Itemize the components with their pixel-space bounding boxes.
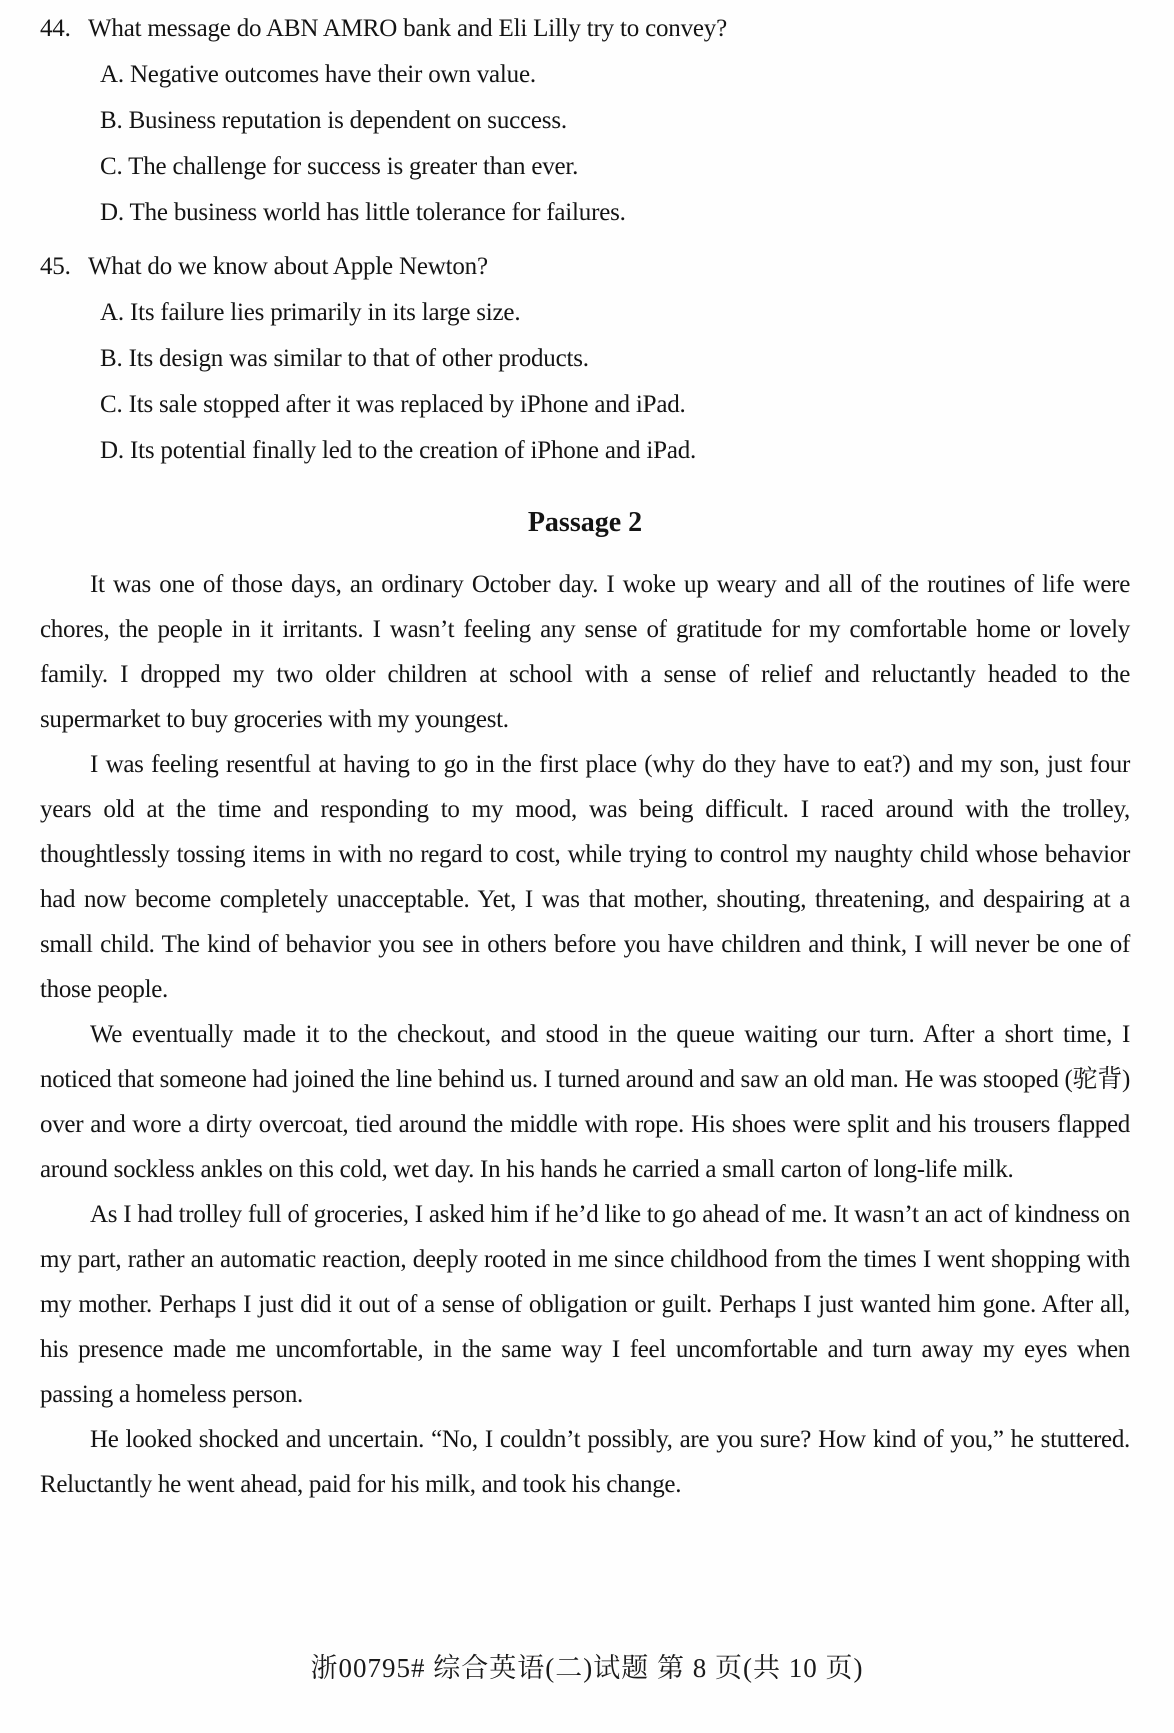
question-45-option-d: D. Its potential finally led to the creation of iPhone and iPad. bbox=[100, 437, 697, 464]
question-number: 44. bbox=[40, 15, 71, 42]
question-45-stem bbox=[40, 244, 1130, 290]
passage-paragraph-2: I was feeling resentful at having to go in the first place (why do they have to eat?) and my son, just four years old at the time and responding to my mood, was being difficult. I raced around with the trolley, thoughtlessly tossing items in with no regard to cost, while trying to control my naughty child whose behavior had now become completely unacceptable. Yet, I was that mother, shouting, threatening, and despairing at a small child. The kind of behavior you see in others before you have children and think, I will never be one of those people. bbox=[40, 751, 1130, 1003]
question-45-option-a: A. Its failure lies primarily in its large size. bbox=[100, 299, 521, 326]
passage-paragraph-1: It was one of those days, an ordinary October day. I woke up weary and all of the routines of life were chores, the people in it irritants. I wasn’t feeling any sense of gratitude for my comfortable home or lovely family. I dropped my two older children at school with a sense of relief and reluctantly headed to the supermarket to buy groceries with my youngest. bbox=[40, 571, 1130, 733]
question-44-option-c: C. The challenge for success is greater than ever. bbox=[100, 153, 579, 180]
question-44-option-d: D. The business world has little tolerance for failures. bbox=[100, 199, 626, 226]
passage-title: Passage 2 bbox=[527, 507, 643, 538]
question-45-option-b: B. Its design was similar to that of other products. bbox=[100, 345, 589, 372]
question-44-option-a: A. Negative outcomes have their own value. bbox=[100, 61, 536, 88]
question-number: 45. bbox=[40, 253, 71, 280]
question-text: What do we know about Apple Newton? bbox=[88, 253, 488, 280]
questions-section bbox=[40, 6, 1130, 474]
question-45-option-c: C. Its sale stopped after it was replaced by iPhone and iPad. bbox=[100, 391, 686, 418]
passage-body bbox=[40, 562, 1130, 1507]
question-44-options bbox=[40, 52, 1130, 236]
passage-paragraph-4: As I had trolley full of groceries, I asked him if he’d like to go ahead of me. It wasn’t an act of kindness on my part, rather an automatic reaction, deeply rooted in me since childhood from the times I went shopping with my mother. Perhaps I just did it out of a sense of obligation or guilt. Perhaps I just wanted him gone. After all, his presence made me uncomfortable, in the same way I feel uncomfortable and turn away my eyes when passing a homeless person. bbox=[40, 1201, 1130, 1408]
passage-paragraph-5: He looked shocked and uncertain. “No, I couldn’t possibly, are you sure? How kind of you,” he stuttered. Reluctantly he went ahead, paid for his milk, and took his change. bbox=[40, 1426, 1130, 1498]
question-44-stem bbox=[40, 6, 1130, 52]
question-text: What message do ABN AMRO bank and Eli Lilly try to convey? bbox=[88, 15, 727, 42]
question-44 bbox=[40, 6, 1130, 236]
question-44-option-b: B. Business reputation is dependent on success. bbox=[100, 107, 567, 134]
page-footer: 浙00795# 综合英语(二)试题 第 8 页(共 10 页) bbox=[310, 1653, 864, 1683]
question-45 bbox=[40, 244, 1130, 474]
passage-paragraph-3: We eventually made it to the checkout, and stood in the queue waiting our turn. After a short time, I noticed that someone had joined the line behind us. I turned around and saw an old man. He was stooped (驼背) over and wore a dirty overcoat, tied around the middle with rope. His shoes were split and his trousers flapped around sockless ankles on this cold, wet day. In his hands he carried a small carton of long-life milk. bbox=[40, 1021, 1130, 1183]
question-45-options bbox=[40, 290, 1130, 474]
